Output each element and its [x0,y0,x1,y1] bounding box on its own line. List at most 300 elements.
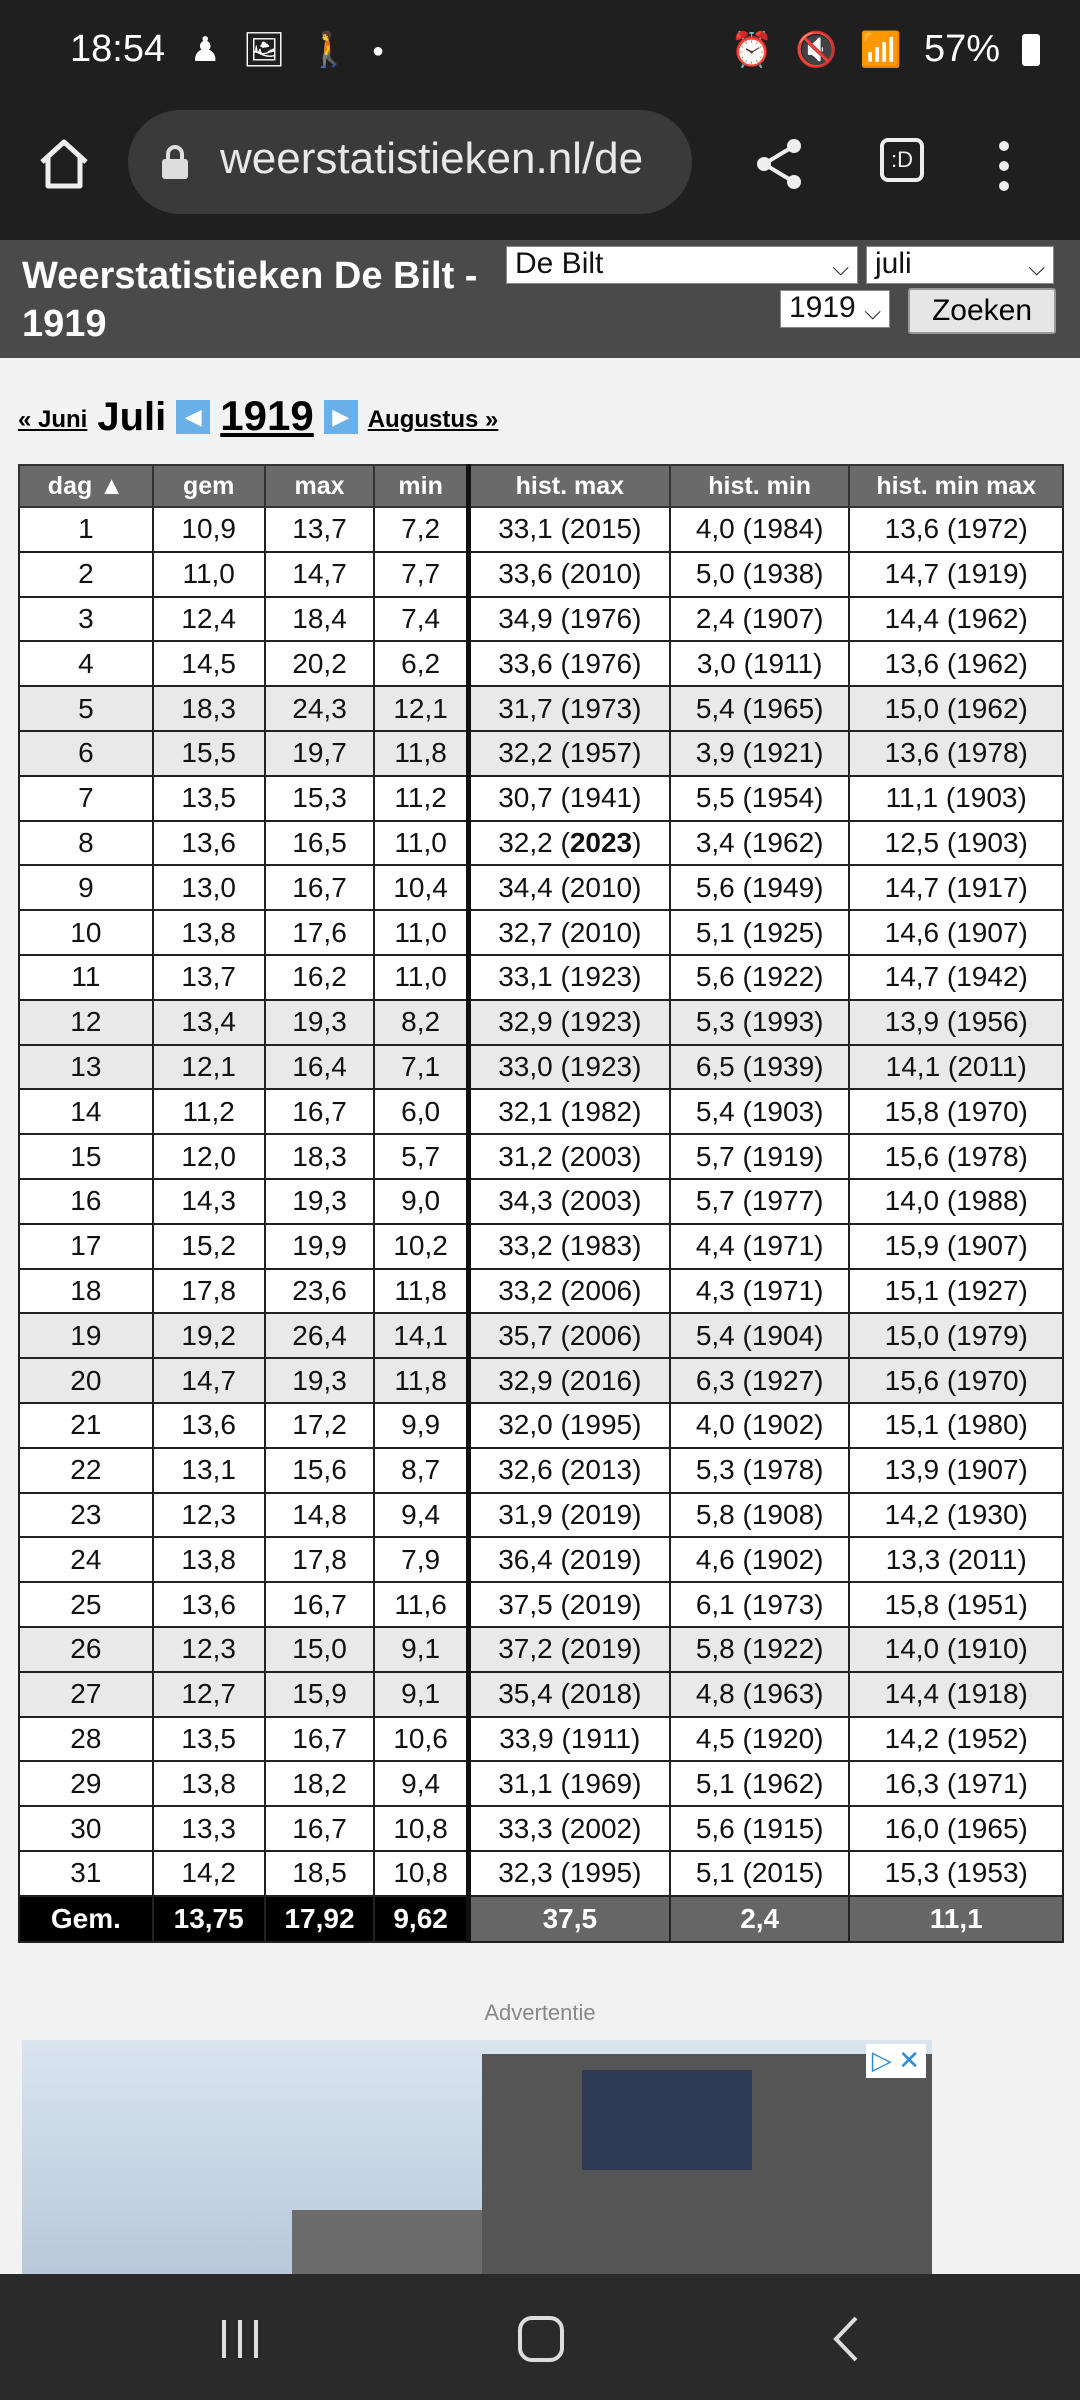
table-cell: 7 [19,776,153,821]
table-row [19,1582,1063,1627]
table-row [19,1761,1063,1806]
table-cell: 24 [19,1537,153,1582]
table-cell: 5,3 (1978) [670,1448,850,1493]
table-cell: 16,7 [265,1717,375,1762]
table-cell: 11,0 [374,955,468,1000]
table-cell: 15,3 (1953) [849,1851,1063,1896]
table-cell: 31,9 (2019) [468,1493,670,1538]
table-cell: 6,0 [374,1089,468,1134]
table-cell: 13,9 (1956) [849,1000,1063,1045]
status-icons-right [731,28,1040,71]
table-cell: 33,6 (1976) [468,641,670,686]
more-menu-icon[interactable] [994,138,1014,194]
table-cell: 10 [19,910,153,955]
table-cell: 32,0 (1995) [468,1403,670,1448]
chevron-down-icon: ⌵ [1028,255,1045,280]
footer-cell: 11,1 [849,1896,1063,1942]
table-row [19,597,1063,642]
table-cell: 31,7 (1973) [468,686,670,731]
prev-year-arrow-icon[interactable]: ◀ [176,400,210,434]
ad-label: Advertentie [484,2000,596,2025]
table-cell: 14,3 [153,1179,265,1224]
table-row [19,731,1063,776]
table-cell: 33,1 (2015) [468,507,670,552]
table-cell: 9,9 [374,1403,468,1448]
table-cell: 15,2 [153,1224,265,1269]
ad-image-solar-panel [582,2070,752,2170]
table-cell: 15,6 (1970) [849,1358,1063,1403]
table-cell: 12,3 [153,1627,265,1672]
table-cell: 32,6 (2013) [468,1448,670,1493]
wifi-icon: 📶 [859,29,902,70]
table-cell: 13,8 [153,1537,265,1582]
table-row [19,1448,1063,1493]
footer-cell: Gem. [19,1896,153,1942]
table-cell: 16,0 (1965) [849,1806,1063,1851]
column-header: gem [153,465,265,507]
table-row [19,776,1063,821]
table-cell: 12,1 [153,1045,265,1090]
table-cell: 14 [19,1089,153,1134]
table-cell: 8 [19,821,153,866]
table-cell: 5 [19,686,153,731]
battery-icon [1022,34,1040,66]
table-cell: 15,6 [265,1448,375,1493]
table-cell: 11,6 [374,1582,468,1627]
table-cell: 4 [19,641,153,686]
table-cell: 14,2 (1930) [849,1493,1063,1538]
table-cell: 18,3 [265,1134,375,1179]
table-cell: 17,8 [265,1537,375,1582]
table-cell: 12,7 [153,1672,265,1717]
month-select-value: juli [875,247,912,280]
table-cell: 32,9 (2016) [468,1358,670,1403]
image-icon: 🖼 [242,30,286,70]
footer-cell: 9,62 [374,1896,468,1942]
table-cell: 34,3 (2003) [468,1179,670,1224]
table-cell: 14,7 [153,1358,265,1403]
battery-percent: 57% [923,28,1000,70]
table-cell: 15,5 [153,731,265,776]
table-cell: 16,2 [265,955,375,1000]
table-cell: 12,5 (1903) [849,821,1063,866]
table-cell: 15,3 [265,776,375,821]
home-icon[interactable] [36,136,92,192]
table-cell: 11,0 [374,910,468,955]
table-cell: 4,3 (1971) [670,1269,850,1314]
table-cell: 19,3 [265,1000,375,1045]
table-row [19,1537,1063,1582]
table-cell: 14,0 (1910) [849,1627,1063,1672]
chess-pawn-icon: ♟ [190,30,221,70]
table-cell: 13,6 [153,821,265,866]
table-cell: 16,5 [265,821,375,866]
table-cell: 11,2 [153,1089,265,1134]
table-cell: 27 [19,1672,153,1717]
table-row [19,865,1063,910]
table-cell: 5,6 (1922) [670,955,850,1000]
table-cell: 13,6 [153,1403,265,1448]
table-cell: 5,3 (1993) [670,1000,850,1045]
table-cell: 17 [19,1224,153,1269]
table-cell: 20,2 [265,641,375,686]
table-cell: 4,0 (1902) [670,1403,850,1448]
table-row [19,1313,1063,1358]
table-cell: 25 [19,1582,153,1627]
table-cell: 14,4 (1962) [849,597,1063,642]
table-row [19,507,1063,552]
footer-cell: 2,4 [670,1896,850,1942]
table-cell: 30,7 (1941) [468,776,670,821]
table-cell: 7,9 [374,1537,468,1582]
table-cell: 14,8 [265,1493,375,1538]
table-cell: 4,0 (1984) [670,507,850,552]
table-cell: 6,3 (1927) [670,1358,850,1403]
table-cell: 35,4 (2018) [468,1672,670,1717]
table-cell: 11,8 [374,1269,468,1314]
table-cell: 14,7 [265,552,375,597]
table-cell: 13,3 (2011) [849,1537,1063,1582]
current-year-link[interactable]: 1919 [220,392,314,439]
column-header: hist. min max [849,465,1063,507]
year-select[interactable] [780,290,890,328]
table-cell: 13,1 [153,1448,265,1493]
table-cell: 26,4 [265,1313,375,1358]
table-cell: 24,3 [265,686,375,731]
table-cell: 14,7 (1942) [849,955,1063,1000]
next-year-arrow-icon[interactable]: ▶ [324,400,358,434]
table-row [19,1493,1063,1538]
ad-image-roof-small [292,2210,482,2274]
table-cell: 23 [19,1493,153,1538]
address-bar[interactable] [128,110,692,214]
table-cell: 33,2 (2006) [468,1269,670,1314]
table-cell: 15,9 (1907) [849,1224,1063,1269]
table-cell: 11,8 [374,1358,468,1403]
table-cell: 10,2 [374,1224,468,1269]
table-cell: 37,5 (2019) [468,1582,670,1627]
table-cell: 11,0 [374,821,468,866]
table-row [19,1358,1063,1403]
table-row [19,1224,1063,1269]
table-row [19,1179,1063,1224]
table-cell: 34,4 (2010) [468,865,670,910]
table-cell: 5,1 (1962) [670,1761,850,1806]
table-cell: 20 [19,1358,153,1403]
table-cell: 35,7 (2006) [468,1313,670,1358]
table-cell: 5,4 (1903) [670,1089,850,1134]
table-cell: 12,3 [153,1493,265,1538]
table-cell: 5,4 (1904) [670,1313,850,1358]
table-cell: 16,4 [265,1045,375,1090]
table-cell: 9,4 [374,1493,468,1538]
table-cell: 11,8 [374,731,468,776]
table-cell: 13,8 [153,910,265,955]
table-row [19,1672,1063,1717]
table-cell: 14,5 [153,641,265,686]
table-cell: 4,6 (1902) [670,1537,850,1582]
table-row [19,1089,1063,1134]
table-cell: 32,2 (1957) [468,731,670,776]
url-text: weerstatistieken.nl/de [220,134,644,183]
table-cell: 16,7 [265,865,375,910]
table-cell: 32,1 (1982) [468,1089,670,1134]
table-row [19,1269,1063,1314]
table-cell: 18,2 [265,1761,375,1806]
station-select-value: De Bilt [515,247,604,280]
table-row [19,641,1063,686]
footer-cell: 37,5 [468,1896,670,1942]
table-cell: 4,5 (1920) [670,1717,850,1762]
table-cell: 15,1 (1980) [849,1403,1063,1448]
table-cell: 10,8 [374,1806,468,1851]
table-cell: 16,7 [265,1089,375,1134]
column-header: hist. min [670,465,850,507]
table-cell: 15,0 (1962) [849,686,1063,731]
table-cell: 13,6 (1978) [849,731,1063,776]
table-cell: 19,9 [265,1224,375,1269]
table-cell: 28 [19,1717,153,1762]
column-header: max [265,465,375,507]
table-cell: 34,9 (1976) [468,597,670,642]
recent-apps-icon[interactable] [216,2314,266,2364]
site-header [0,240,1080,358]
column-header[interactable]: dag ▲ [19,465,153,507]
status-bar [0,0,1080,110]
share-icon[interactable] [754,136,806,192]
weather-table [18,464,1064,1943]
table-row [19,552,1063,597]
table-cell: 26 [19,1627,153,1672]
chevron-down-icon: ⌵ [832,255,849,280]
table-cell: 15,9 [265,1672,375,1717]
table-cell: 10,4 [374,865,468,910]
current-month: Juli [97,395,167,439]
table-cell: 31,2 (2003) [468,1134,670,1179]
table-cell: 8,2 [374,1000,468,1045]
table-cell: 21 [19,1403,153,1448]
table-cell: 13,6 (1962) [849,641,1063,686]
table-cell: 5,1 (2015) [670,1851,850,1896]
home-button-icon[interactable] [516,2314,566,2364]
table-cell: 16 [19,1179,153,1224]
table-cell: 6 [19,731,153,776]
table-cell: 5,6 (1915) [670,1806,850,1851]
table-cell: 9 [19,865,153,910]
page-title: Weerstatistieken De Bilt - 1919 [22,255,478,345]
footer-cell: 13,75 [153,1896,265,1942]
table-cell: 7,1 [374,1045,468,1090]
table-cell: 13,6 [153,1582,265,1627]
table-cell: 2,4 (1907) [670,597,850,642]
table-cell: 11,2 [374,776,468,821]
column-header: min [374,465,468,507]
table-cell: 5,4 (1965) [670,686,850,731]
system-nav-bar [0,2274,1080,2400]
table-row [19,1134,1063,1179]
table-cell: 18,5 [265,1851,375,1896]
mute-icon: 🔇 [795,29,838,70]
table-cell: 5,1 (1925) [670,910,850,955]
table-cell: 19 [19,1313,153,1358]
table-cell: 13,5 [153,776,265,821]
table-cell: 17,2 [265,1403,375,1448]
table-cell: 9,4 [374,1761,468,1806]
table-cell: 18,4 [265,597,375,642]
table-cell: 7,7 [374,552,468,597]
table-cell: 12 [19,1000,153,1045]
table-cell: 9,1 [374,1672,468,1717]
table-cell: 17,8 [153,1269,265,1314]
table-cell: 23,6 [265,1269,375,1314]
table-cell: 32,9 (1923) [468,1000,670,1045]
table-cell: 5,8 (1922) [670,1627,850,1672]
table-cell: 3,9 (1921) [670,731,850,776]
table-cell: 5,8 (1908) [670,1493,850,1538]
table-cell: 36,4 (2019) [468,1537,670,1582]
table-cell: 14,2 (1952) [849,1717,1063,1762]
table-cell: 5,0 (1938) [670,552,850,597]
table-cell: 19,3 [265,1358,375,1403]
table-cell: 13,8 [153,1761,265,1806]
alarm-icon: ⏰ [730,29,774,70]
table-cell: 3,4 (1962) [670,821,850,866]
table-cell: 5,7 [374,1134,468,1179]
table-cell: 3,0 (1911) [670,641,850,686]
table-cell: 12,1 [374,686,468,731]
table-row [19,821,1063,866]
tab-switcher-button[interactable]: :D [880,138,924,182]
table-cell: 5,7 (1977) [670,1179,850,1224]
table-cell: 14,0 (1988) [849,1179,1063,1224]
back-icon[interactable] [826,2314,866,2364]
status-time: 18:54 [70,28,166,70]
walking-icon: 🚶 [307,30,350,70]
table-cell: 15,0 (1979) [849,1313,1063,1358]
table-cell: 16,3 (1971) [849,1761,1063,1806]
table-cell: 1 [19,507,153,552]
table-row [19,1851,1063,1896]
table-cell: 31 [19,1851,153,1896]
lock-icon [160,144,190,180]
table-cell: 14,6 (1907) [849,910,1063,955]
table-cell: 29 [19,1761,153,1806]
table-cell: 4,4 (1971) [670,1224,850,1269]
next-month-link[interactable]: Augustus » [367,406,499,433]
table-cell: 15,8 (1970) [849,1089,1063,1134]
table-cell: 4,8 (1963) [670,1672,850,1717]
table-cell: 14,7 (1917) [849,865,1063,910]
column-header: hist. max [468,465,670,507]
table-row [19,1627,1063,1672]
year-select-value: 1919 [789,291,856,324]
table-cell: 32,3 (1995) [468,1851,670,1896]
table-cell: 15,8 (1951) [849,1582,1063,1627]
status-icons-left [190,30,384,70]
table-cell: 7,4 [374,597,468,642]
table-row [19,910,1063,955]
table-cell: 32,7 (2010) [468,910,670,955]
table-cell: 14,7 (1919) [849,552,1063,597]
table-cell: 9,0 [374,1179,468,1224]
table-cell: 13,4 [153,1000,265,1045]
table-row [19,1045,1063,1090]
table-cell: 5,7 (1919) [670,1134,850,1179]
browser-toolbar [0,110,1080,240]
table-cell: 11 [19,955,153,1000]
table-cell: 6,2 [374,641,468,686]
ad-banner[interactable] [22,2040,932,2274]
table-row [19,1806,1063,1851]
table-cell: 15 [19,1134,153,1179]
table-cell: 33,6 (2010) [468,552,670,597]
table-cell: 13,6 (1972) [849,507,1063,552]
table-cell: 19,3 [265,1179,375,1224]
table-cell: 31,1 (1969) [468,1761,670,1806]
table-cell: 18 [19,1269,153,1314]
table-cell: 14,1 (2011) [849,1045,1063,1090]
month-select[interactable] [866,246,1054,284]
search-button[interactable]: Zoeken [908,288,1056,334]
table-cell: 6,5 (1939) [670,1045,850,1090]
table-cell: 33,0 (1923) [468,1045,670,1090]
table-cell: 37,2 (2019) [468,1627,670,1672]
table-footer-row [19,1896,1063,1942]
prev-month-link[interactable]: « Juni [18,406,88,433]
table-cell: 9,1 [374,1627,468,1672]
footer-cell: 17,92 [265,1896,375,1942]
table-cell: 7,2 [374,507,468,552]
table-cell: 11,1 (1903) [849,776,1063,821]
table-cell: 32,2 (2023) [468,821,670,866]
table-cell: 13,9 (1907) [849,1448,1063,1493]
table-cell: 19,2 [153,1313,265,1358]
table-cell: 17,6 [265,910,375,955]
table-cell: 30 [19,1806,153,1851]
table-cell: 13,0 [153,865,265,910]
table-cell: 14,2 [153,1851,265,1896]
table-header-row [19,465,1063,507]
table-cell: 13 [19,1045,153,1090]
table-cell: 13,5 [153,1717,265,1762]
table-cell: 5,5 (1954) [670,776,850,821]
table-row [19,1717,1063,1762]
table-cell: 12,4 [153,597,265,642]
chevron-down-icon: ⌵ [864,299,881,324]
dot-icon: ● [372,38,385,62]
table-cell: 16,7 [265,1582,375,1627]
table-body [19,507,1063,1896]
table-cell: 12,0 [153,1134,265,1179]
table-cell: 11,0 [153,552,265,597]
table-cell: 18,3 [153,686,265,731]
table-cell: 2 [19,552,153,597]
table-row [19,686,1063,731]
table-cell: 6,1 (1973) [670,1582,850,1627]
table-cell: 33,3 (2002) [468,1806,670,1851]
month-navigation [18,380,498,440]
ad-choices-icon[interactable]: ▷ ✕ [866,2044,926,2078]
table-cell: 13,3 [153,1806,265,1851]
table-cell: 13,7 [153,955,265,1000]
table-cell: 33,2 (1983) [468,1224,670,1269]
table-cell: 33,1 (1923) [468,955,670,1000]
table-cell: 10,8 [374,1851,468,1896]
table-cell: 10,6 [374,1717,468,1762]
station-select[interactable] [506,246,858,284]
table-cell: 14,1 [374,1313,468,1358]
table-cell: 15,0 [265,1627,375,1672]
